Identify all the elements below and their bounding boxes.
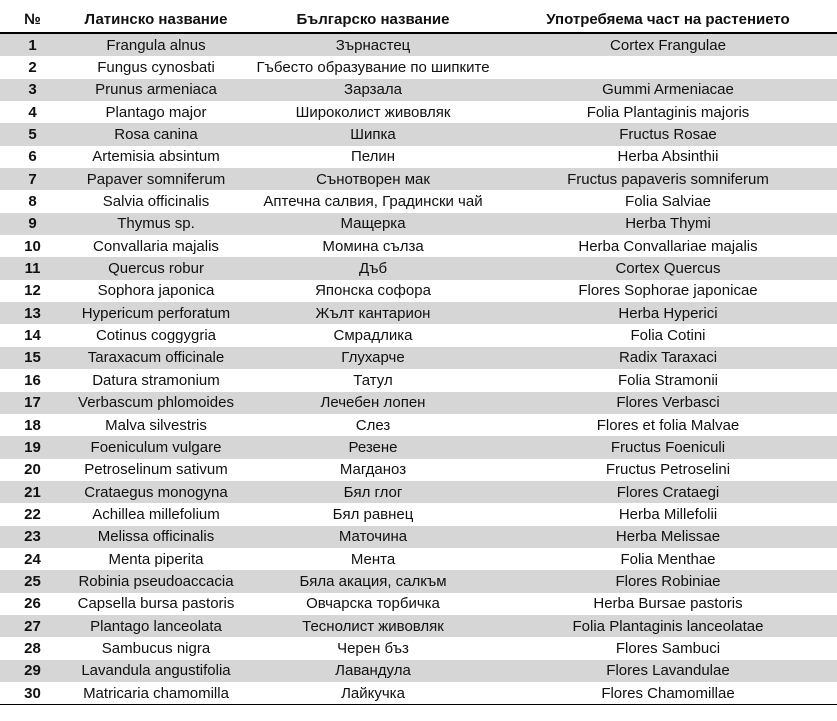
row-number-cell: 19 bbox=[0, 436, 65, 458]
table-row bbox=[0, 33, 837, 56]
latin-name-cell: Papaver somniferum bbox=[65, 168, 247, 190]
row-number-cell: 8 bbox=[28, 193, 37, 211]
bulgarian-name-cell: Лайкучка bbox=[247, 682, 499, 705]
table-body bbox=[0, 33, 837, 705]
latin-name-cell: Artemisia absintum bbox=[92, 148, 220, 166]
row-number-cell: 12 bbox=[24, 282, 41, 300]
latin-name-cell: Fungus cynosbati bbox=[97, 59, 215, 77]
bulgarian-name-cell: Пелин bbox=[350, 148, 396, 166]
bulgarian-name-cell: Мащерка bbox=[247, 213, 499, 235]
used-part-cell: Gummi Armeniacae bbox=[499, 79, 837, 101]
latin-name-cell: Quercus robur bbox=[65, 257, 247, 279]
row-number-cell: 1 bbox=[0, 33, 65, 56]
latin-name-cell: Verbascum phlomoides bbox=[65, 392, 247, 414]
used-part-cell: Cortex Frangulae bbox=[499, 33, 837, 56]
row-number-cell: 15 bbox=[0, 347, 65, 369]
table-row bbox=[0, 79, 837, 101]
used-part-cell: Herba Convallariae majalis bbox=[578, 237, 758, 255]
plant-table bbox=[0, 7, 837, 705]
row-number-cell: 14 bbox=[24, 327, 41, 345]
latin-name-cell: Foeniculum vulgare bbox=[65, 436, 247, 458]
row-number-cell: 18 bbox=[24, 416, 41, 434]
used-part-cell: Herba Melissae bbox=[499, 526, 837, 548]
table-row bbox=[0, 213, 837, 235]
latin-name-cell: Achillea millefolium bbox=[92, 505, 220, 523]
table-row bbox=[0, 257, 837, 279]
latin-name-cell: Cotinus coggygria bbox=[95, 327, 217, 345]
used-part-cell: Fructus Rosae bbox=[499, 123, 837, 145]
row-number-cell: 17 bbox=[0, 392, 65, 414]
latin-name-cell: Sophora japonica bbox=[97, 282, 215, 300]
used-part-cell: Flores Sophorae japonicae bbox=[578, 282, 758, 300]
latin-name-cell: Hypericum perforatum bbox=[65, 302, 247, 324]
used-part-cell: Flores Verbasci bbox=[499, 392, 837, 414]
bulgarian-name-cell: Резене bbox=[247, 436, 499, 458]
used-part-cell: Flores Robiniae bbox=[499, 570, 837, 592]
latin-name-cell: Menta piperita bbox=[108, 550, 204, 568]
table-row bbox=[0, 280, 837, 302]
bulgarian-name-cell: Аптечна салвия, Градински чай bbox=[263, 193, 483, 211]
latin-name-cell: Rosa canina bbox=[65, 123, 247, 145]
bulgarian-name-cell: Теснолист живовляк bbox=[247, 615, 499, 637]
bulgarian-name-cell: Татул bbox=[353, 371, 393, 389]
table-row bbox=[0, 56, 837, 78]
row-number-cell: 6 bbox=[28, 148, 37, 166]
bulgarian-name-cell: Лавандула bbox=[247, 660, 499, 682]
used-part-cell: Fructus Petroselini bbox=[605, 461, 731, 479]
header-bulgarian-name: Българско название bbox=[247, 7, 499, 33]
latin-name-cell: Malva silvestris bbox=[105, 416, 207, 434]
used-part-cell: Folia Stramonii bbox=[617, 371, 719, 389]
table-row bbox=[0, 481, 837, 503]
row-number-cell: 4 bbox=[28, 103, 37, 121]
bulgarian-name-cell: Широколист живовляк bbox=[295, 103, 451, 121]
used-part-cell: Flores Sambuci bbox=[615, 639, 721, 657]
bulgarian-name-cell: Черен бъз bbox=[337, 639, 409, 657]
bulgarian-name-cell: Лечебен лопен bbox=[247, 392, 499, 414]
bulgarian-name-cell: Зърнастец bbox=[247, 33, 499, 56]
used-part-cell: Flores Crataegi bbox=[499, 481, 837, 503]
bulgarian-name-cell: Японска софора bbox=[315, 282, 431, 300]
row-number-cell: 25 bbox=[0, 570, 65, 592]
used-part-cell: Fructus papaveris somniferum bbox=[499, 168, 837, 190]
row-number-cell: 20 bbox=[24, 461, 41, 479]
used-part-cell: Flores et folia Malvae bbox=[596, 416, 740, 434]
table-row bbox=[0, 548, 837, 570]
used-part-cell: Flores Chamomillae bbox=[499, 682, 837, 705]
table-row bbox=[0, 570, 837, 592]
row-number-cell: 5 bbox=[0, 123, 65, 145]
row-number-cell: 21 bbox=[0, 481, 65, 503]
table-row bbox=[0, 101, 837, 123]
used-part-cell: Cortex Quercus bbox=[499, 257, 837, 279]
bulgarian-name-cell: Дъб bbox=[247, 257, 499, 279]
bulgarian-name-cell: Маточина bbox=[247, 526, 499, 548]
latin-name-cell: Frangula alnus bbox=[65, 33, 247, 56]
table-row bbox=[0, 302, 837, 324]
row-number-cell: 28 bbox=[24, 639, 41, 657]
table-row bbox=[0, 593, 837, 615]
table-row bbox=[0, 526, 837, 548]
latin-name-cell: Crataegus monogyna bbox=[65, 481, 247, 503]
used-part-cell: Folia Plantaginis majoris bbox=[586, 103, 750, 121]
table-row bbox=[0, 414, 837, 436]
row-number-cell: 11 bbox=[0, 257, 65, 279]
bulgarian-name-cell: Момина сълза bbox=[322, 237, 424, 255]
latin-name-cell: Robinia pseudoaccacia bbox=[65, 570, 247, 592]
row-number-cell: 23 bbox=[0, 526, 65, 548]
header-number: № bbox=[0, 7, 65, 33]
latin-name-cell: Thymus sp. bbox=[65, 213, 247, 235]
latin-name-cell: Matricaria chamomilla bbox=[65, 682, 247, 705]
row-number-cell: 30 bbox=[0, 682, 65, 705]
table-row bbox=[0, 436, 837, 458]
table-row bbox=[0, 324, 837, 346]
row-number-cell: 22 bbox=[24, 505, 41, 523]
table-row bbox=[0, 682, 837, 705]
bulgarian-name-cell: Жълт кантарион bbox=[247, 302, 499, 324]
row-number-cell: 27 bbox=[0, 615, 65, 637]
used-part-cell: Folia Salviae bbox=[625, 193, 711, 211]
row-number-cell: 7 bbox=[0, 168, 65, 190]
row-number-cell: 13 bbox=[0, 302, 65, 324]
bulgarian-name-cell: Магданоз bbox=[339, 461, 407, 479]
used-part-cell: Folia Plantaginis lanceolatae bbox=[499, 615, 837, 637]
bulgarian-name-cell: Бял равнец bbox=[332, 505, 414, 523]
used-part-cell: Flores Lavandulae bbox=[499, 660, 837, 682]
table-row bbox=[0, 615, 837, 637]
table-row bbox=[0, 369, 837, 391]
table-row bbox=[0, 190, 837, 212]
latin-name-cell: Petroselinum sativum bbox=[84, 461, 228, 479]
table-row bbox=[0, 392, 837, 414]
row-number-cell: 3 bbox=[0, 79, 65, 101]
bulgarian-name-cell: Мента bbox=[350, 550, 396, 568]
used-part-cell: Radix Taraxaci bbox=[499, 347, 837, 369]
used-part-cell: Herba Bursae pastoris bbox=[593, 595, 743, 613]
row-number-cell: 10 bbox=[24, 237, 41, 255]
table-row bbox=[0, 168, 837, 190]
used-part-cell: Herba Thymi bbox=[499, 213, 837, 235]
latin-name-cell: Prunus armeniaca bbox=[65, 79, 247, 101]
bulgarian-name-cell: Сънотворен мак bbox=[247, 168, 499, 190]
latin-name-cell: Convallaria majalis bbox=[93, 237, 219, 255]
row-number-cell: 26 bbox=[24, 595, 41, 613]
used-part-cell: Herba Absinthii bbox=[617, 148, 719, 166]
row-number-cell: 2 bbox=[28, 59, 37, 77]
table-row bbox=[0, 459, 837, 481]
latin-name-cell: Datura stramonium bbox=[92, 371, 220, 389]
table-row bbox=[0, 347, 837, 369]
latin-name-cell: Plantago major bbox=[105, 103, 207, 121]
latin-name-cell: Lavandula angustifolia bbox=[65, 660, 247, 682]
row-number-cell: 9 bbox=[0, 213, 65, 235]
bulgarian-name-cell: Бяла акация, салкъм bbox=[247, 570, 499, 592]
used-part-cell bbox=[499, 56, 837, 78]
table-row bbox=[0, 123, 837, 145]
latin-name-cell: Capsella bursa pastoris bbox=[77, 595, 235, 613]
row-number-cell: 16 bbox=[24, 371, 41, 389]
table-row bbox=[0, 503, 837, 525]
bulgarian-name-cell: Слез bbox=[355, 416, 391, 434]
header-latin-name: Латинско название bbox=[65, 7, 247, 33]
bulgarian-name-cell: Бял глог bbox=[247, 481, 499, 503]
latin-name-cell: Taraxacum officinale bbox=[65, 347, 247, 369]
bulgarian-name-cell: Глухарче bbox=[247, 347, 499, 369]
table-row bbox=[0, 146, 837, 168]
header-row bbox=[0, 7, 837, 33]
latin-name-cell: Salvia officinalis bbox=[102, 193, 210, 211]
header-used-part: Употребяема част на растението bbox=[499, 7, 837, 33]
used-part-cell: Fructus Foeniculi bbox=[499, 436, 837, 458]
bulgarian-name-cell: Смрадлика bbox=[333, 327, 413, 345]
latin-name-cell: Plantago lanceolata bbox=[65, 615, 247, 637]
used-part-cell: Herba Hyperici bbox=[499, 302, 837, 324]
latin-name-cell: Sambucus nigra bbox=[101, 639, 211, 657]
row-number-cell: 24 bbox=[24, 550, 41, 568]
used-part-cell: Folia Menthae bbox=[620, 550, 716, 568]
bulgarian-name-cell: Гъбесто образувание по шипките bbox=[256, 59, 490, 77]
bulgarian-name-cell: Овчарска торбичка bbox=[306, 595, 440, 613]
row-number-cell: 29 bbox=[0, 660, 65, 682]
used-part-cell: Folia Cotini bbox=[630, 327, 706, 345]
latin-name-cell: Melissa officinalis bbox=[65, 526, 247, 548]
table-row bbox=[0, 235, 837, 257]
used-part-cell: Herba Millefolii bbox=[618, 505, 718, 523]
table-row bbox=[0, 637, 837, 659]
bulgarian-name-cell: Шипка bbox=[247, 123, 499, 145]
bulgarian-name-cell: Зарзала bbox=[247, 79, 499, 101]
table-row bbox=[0, 660, 837, 682]
